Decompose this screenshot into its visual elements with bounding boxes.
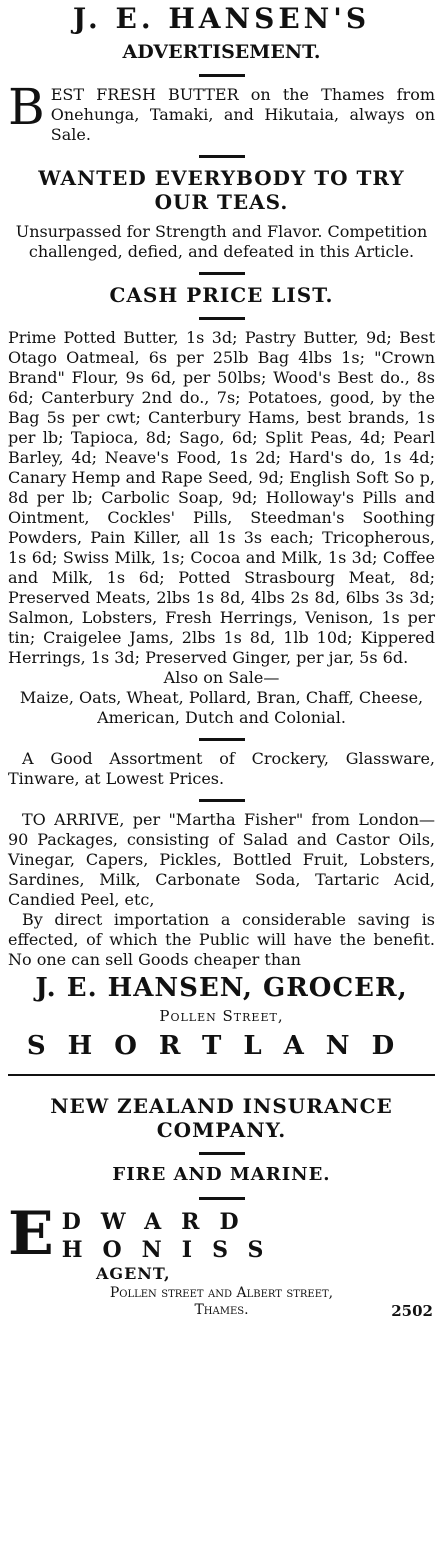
advertisement-number: 2502 [391,1302,433,1320]
grocer-signature: J. E. HANSEN, GROCER, [35,973,408,1003]
divider [199,74,245,77]
grocer-town: SHORTLAND [26,1031,417,1061]
divider [199,1197,245,1200]
agent-title: AGENT, [96,1264,171,1283]
section-divider [8,1074,435,1076]
importation-text: By direct importation a considerable saving is effected, of which the Public will have the benefit. No one can sell Goods cheaper than [8,910,435,969]
agent-name: DWARD HONISS [61,1209,284,1263]
drop-cap-letter: B [8,78,45,136]
agent-town: Thames. [194,1302,249,1318]
footer-row [8,1302,435,1322]
also-on-sale-text: Maize, Oats, Wheat, Pollard, Bran, Chaff, Cheese, American, Dutch and Colonial. [19,688,424,727]
butter-text: EST FRESH BUTTER on the Thames from Onehunga, Tamaki, and Hikutaia, always on Sale. [50,85,435,144]
price-list-text: Prime Potted Butter, 1s 3d; Pastry Butter, 9d; Best Otago Oatmeal, 6s per 25lb Bag 4lbs 1s; "Crown Brand" Flour, 9s 6d, per 50lbs; Wood's Best do., 8s 6d; Canterbury 2nd do., 7s; Potatoes, good, by the Bag 5s per cwt; Canterbury Hams, best brands, 1s per lb; Tapioca, 8d; Sago, 6d; Split Peas, 4d; Pearl Barley, 4d; Neave's Food, 1s 2d; Hard's do, 1s 4d; Canary Hemp and Rape Seed, 9d; English Soft So p, 8d per lb; Carbolic Soap, 9d; Holloway's Pills and Ointment, Cockles' Pills, Steedman's Soothing Powders, Pain Killer, all 1s 3s each; Tricopherous, 1s 6d; Swiss Milk, 1s; Cocoa and Milk, 1s 3d; Coffee and Milk, 1s 6d; Potted Strasbourg Meat, 8d; Preserved Meats, 2lbs 1s 8d, 4lbs 2s 8d, 6lbs 3s 3d; Salmon, Lobsters, Fresh Herrings, Venison, 1s per tin; Craigelee Jams, 2lbs 1s 8d, 1lb 10d; Kippered Herrings, 1s 3d; Preserved Ginger, per jar, 5s 6d. [8,328,435,667]
also-on-sale-heading: Also on Sale— [163,668,280,687]
divider [199,738,245,741]
butter-notice [8,78,435,145]
divider [199,799,245,802]
grocer-street: Pollen Street, [159,1007,284,1025]
advertisement-label: ADVERTISEMENT. [122,41,321,63]
agent-block [8,1199,435,1284]
newspaper-column [0,2,441,1559]
agent-address: Pollen street and Albert street, [109,1285,334,1301]
divider [199,317,245,320]
insurance-subheading: FIRE AND MARINE. [112,1164,331,1185]
crockery-text: A Good Assortment of Crockery, Glassware, Tinware, at Lowest Prices. [8,749,435,788]
price-list-heading: CASH PRICE LIST. [109,283,334,307]
teas-text: Unsurpassed for Strength and Flavor. Competition challenged, defied, and defeated in this Article. [15,222,428,261]
arrival-text: TO ARRIVE, per "Martha Fisher" from London—90 Packages, consisting of Salad and Castor Oils, Vinegar, Capers, Pickles, Bottled Fruit, Lobsters, Sardines, Milk, Carbonate Soda, Tartaric Acid, Candied Peel, etc, [8,810,435,909]
teas-heading: WANTED EVERYBODY TO TRY OUR TEAS. [38,166,405,214]
advertiser-title: J. E. HANSEN'S [72,2,371,35]
divider [199,1152,245,1155]
divider [199,155,245,158]
insurance-heading: NEW ZEALAND INSURANCE COMPANY. [50,1094,393,1142]
divider [199,272,245,275]
agent-initial: E [8,1199,54,1269]
